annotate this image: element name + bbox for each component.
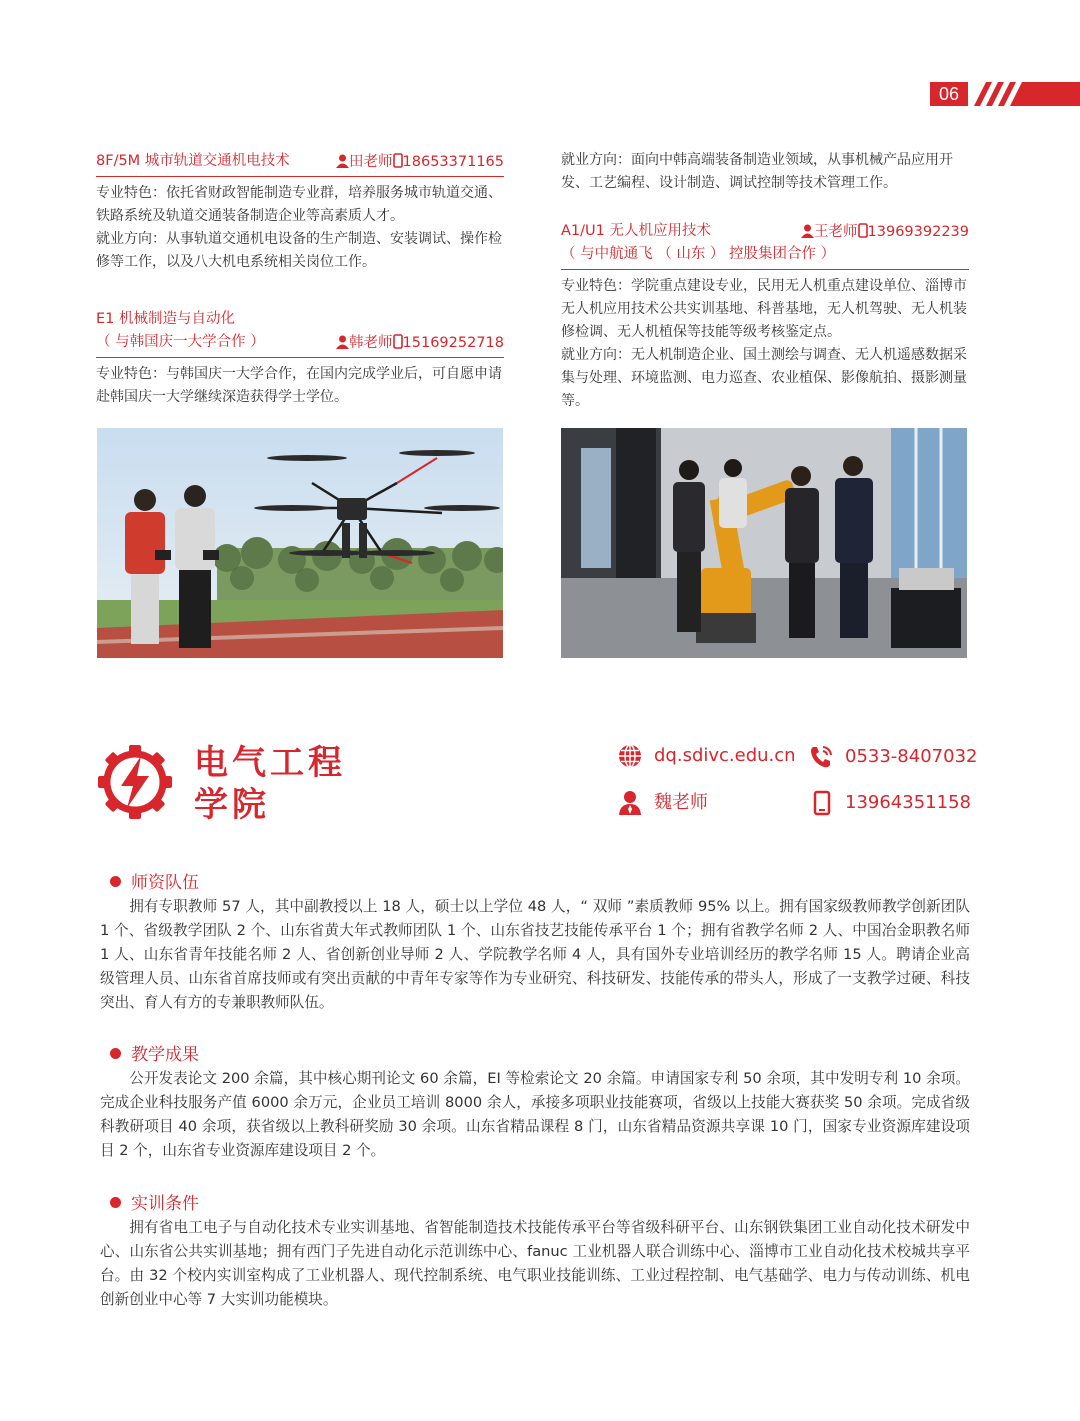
- feature-text: 学院重点建设专业，民用无人机重点建设单位、淄博市无人机应用技术公共实训基地、科普基地，无人机驾驶、无人机装修检调、无人机植保等技能等级考核鉴定点。: [561, 278, 967, 340]
- drone-photo: [97, 428, 503, 658]
- section-title: 教学成果: [100, 1043, 970, 1067]
- section-body: 拥有专职教师 57 人，其中副教授以上 18 人，硕士以上学位 48 人，“ 双师 ”素质教师 95% 以上。拥有国家级教师教学创新团队 1 个、省级教学团队 2 个、山东省黄大年式教师团队 1 个、山东省技艺技能传承平台 1 个；拥有省教学名师 2 人、中国冶金职教名师 1 人、山东省青年技能名师 2 人、省创新创业导师 2 人、学院教学名师 4 人，具有国外专业培训经历的教学名师 15 人。聘请企业高级管理人员、山东省首席技师或有突出贡献的中青年专家等作为专业研究、科技研发、技能传承的带头人，形成了一支教学过硬、科技突出、育人有方的专兼职教师队伍。: [100, 898, 970, 1011]
- bullet-dot-icon: [110, 1197, 121, 1208]
- program-body: [96, 182, 504, 274]
- program-korea-career: [561, 149, 969, 195]
- bullet-dot-icon: [110, 876, 121, 887]
- program-code: E1: [96, 311, 115, 327]
- program-partner: （ 与韩国庆一大学合作 ）: [96, 334, 265, 350]
- program-contact: [336, 150, 504, 171]
- program-mechanical: [96, 308, 504, 409]
- page-number-tab: [930, 82, 1080, 106]
- career-text: 无人机制造企业、国土测绘与调查、无人机遥感数据采集与处理、环境监测、电力巡查、农业植保、影像航拍、摄影测量等。: [561, 347, 967, 409]
- program-code: A1/U1: [561, 223, 605, 239]
- contact-person-name: 魏老师: [654, 792, 708, 813]
- program-partner: （ 与中航通飞 （ 山东 ） 控股集团合作 ）: [561, 246, 836, 262]
- career-text: 面向中韩高端装备制造业领域，从事机械产品应用开发、工艺编程、设计制造、调试控制等技术管理工作。: [561, 152, 953, 191]
- phone-icon: [393, 334, 403, 349]
- contact-phone: 13969392239: [867, 224, 969, 240]
- college-name-line1: 电气工程: [194, 743, 346, 783]
- gear-lightning-logo-icon: [97, 744, 173, 820]
- program-contact: [801, 220, 969, 241]
- program-name: 无人机应用技术: [609, 223, 711, 239]
- robot-lab-photo: [561, 428, 967, 658]
- section-body: 公开发表论文 200 余篇，其中核心期刊论文 60 余篇，EI 等检索论文 20 余篇。申请国家专利 50 余项，其中发明专利 10 余项。完成企业科技服务产值 6000 余万元，企业员工培训 8000 余人，承接多项职业技能赛项，省级以上技能大赛获奖 50 余项。完成省级科教研项目 40 余项，获省级以上教科研奖励 30 余项。山东省精品课程 8 门，山东省精品资源共享课 10 门，国家专业资源库建设项目 2 个，山东省专业资源库建设项目 2 个。: [100, 1070, 970, 1159]
- page-number: 06: [930, 82, 968, 106]
- program-name: 机械制造与自动化: [119, 311, 235, 327]
- divider: [96, 357, 504, 358]
- phone-text: 0533-8407032: [845, 746, 978, 767]
- divider: [561, 269, 969, 270]
- program-contact: [336, 331, 504, 352]
- section-title: 师资队伍: [100, 871, 970, 895]
- mobile-text: 13964351158: [845, 792, 971, 813]
- contact-name: 王老师: [814, 224, 858, 240]
- feature-text: 依托省财政智能制造专业群，培养服务城市轨道交通、铁路系统及轨道交通装备制造企业等高素质人才。: [96, 185, 502, 224]
- program-body: [96, 363, 504, 409]
- phone-icon: [393, 153, 403, 168]
- college-name-line2: 学院: [194, 785, 270, 825]
- website-text: dq.sdivc.edu.cn: [654, 745, 796, 766]
- feature-label: 专业特色：: [96, 185, 166, 201]
- program-uav: [561, 220, 969, 413]
- program-body: [561, 275, 969, 413]
- program-rail-transit: [96, 150, 504, 274]
- program-body: [561, 149, 969, 195]
- bullet-dot-icon: [110, 1048, 121, 1059]
- college-name: [194, 742, 346, 826]
- career-label: 就业方向：: [561, 347, 631, 363]
- contact-phone: 18653371165: [402, 154, 504, 170]
- person-icon: [336, 335, 349, 349]
- divider: [96, 176, 504, 177]
- person-icon: [617, 790, 643, 816]
- section-achievements: [100, 1043, 970, 1163]
- career-label: 就业方向：: [96, 231, 166, 247]
- telephone-icon: [808, 744, 834, 770]
- feature-text: 与韩国庆一大学合作，在国内完成学业后，可自愿申请赴韩国庆一大学继续深造获得学士学位。: [96, 366, 502, 405]
- mobile-phone-icon: [808, 790, 834, 816]
- program-name: 城市轨道交通机电技术: [144, 153, 290, 169]
- section-body: 拥有省电工电子与自动化技术专业实训基地、省智能制造技术技能传承平台等省级科研平台、山东钢铁集团工业自动化技术研发中心、山东省公共实训基地；拥有西门子先进自动化示范训练中心、fanuc 工业机器人联合训练中心、淄博市工业自动化技术校城共享平台。由 32 个校内实训室构成了工业机器人、现代控制系统、电气职业技能训练、工业过程控制、电气基础学、电力与传动训练、机电创新创业中心等 7 大实训功能模块。: [100, 1219, 970, 1308]
- contact-name: 韩老师: [349, 335, 393, 351]
- contact-phone: 15169252718: [402, 335, 504, 351]
- stripes-decoration: [972, 82, 1080, 106]
- person-icon: [801, 224, 814, 238]
- section-training: [100, 1192, 970, 1312]
- section-faculty: [100, 871, 970, 1015]
- contact-name: 田老师: [349, 154, 393, 170]
- feature-label: 专业特色：: [561, 278, 631, 294]
- phone-icon: [858, 223, 868, 238]
- section-title: 实训条件: [100, 1192, 970, 1216]
- feature-label: 专业特色：: [96, 366, 166, 382]
- program-code: 8F/5M: [96, 153, 141, 169]
- program-heading: [96, 308, 504, 331]
- globe-icon: [617, 743, 643, 769]
- career-label: 就业方向：: [561, 152, 631, 168]
- career-text: 从事轨道交通机电设备的生产制造、安装调试、操作检修等工作，以及八大机电系统相关岗位工作。: [96, 231, 502, 270]
- person-icon: [336, 154, 349, 168]
